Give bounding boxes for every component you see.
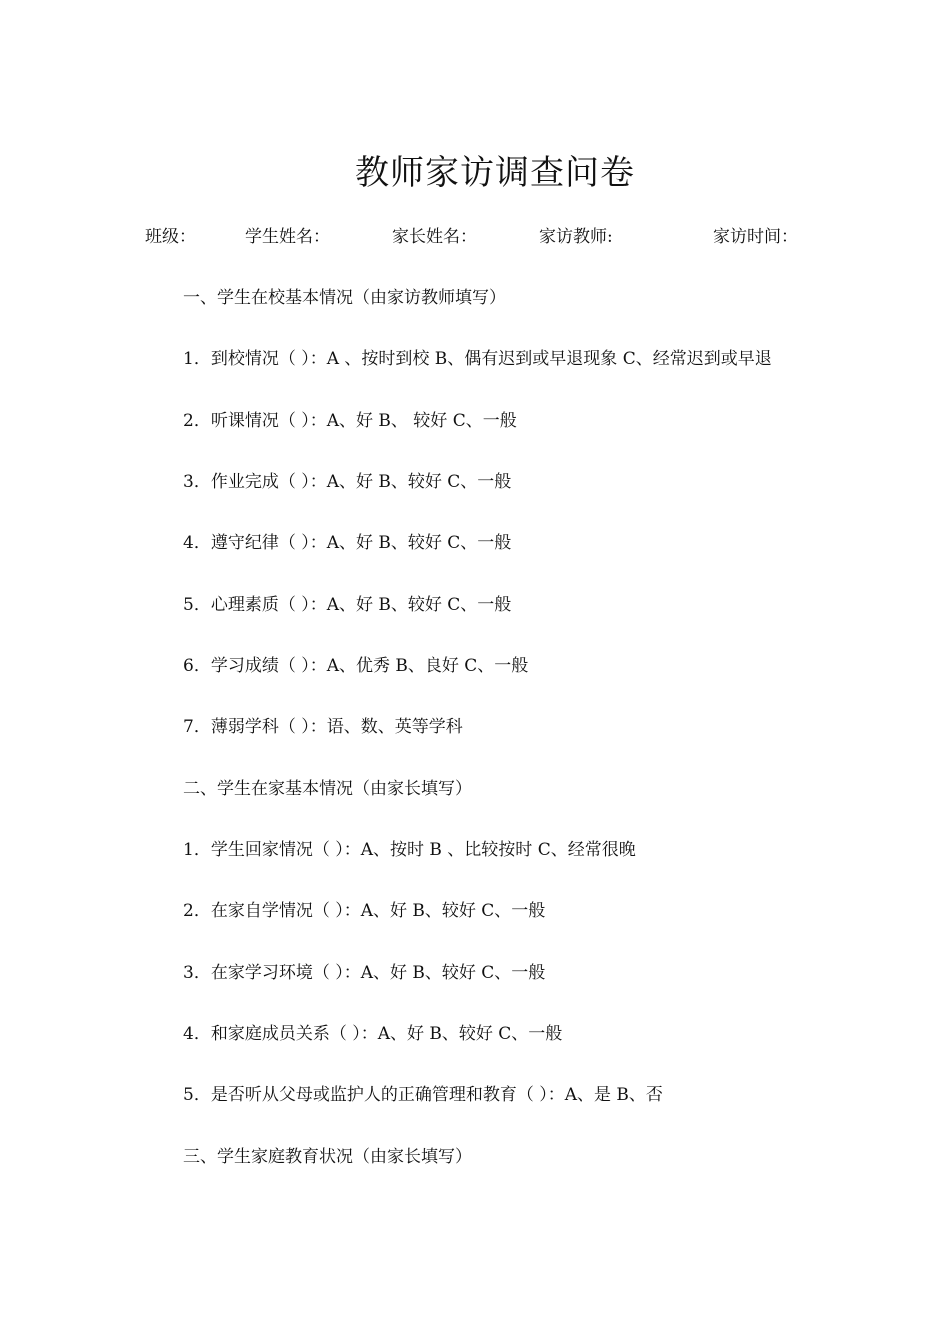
question-line: 5．心理素质（ ）：A、好 B、较好 C、一般 [183, 595, 512, 615]
question-line: 1．到校情况（ ）：A 、按时到校 B、偶有迟到或早退现象 C、经常迟到或早退 [183, 349, 772, 369]
question-line: 6．学习成绩（ ）：A、优秀 B、良好 C、一般 [183, 656, 529, 676]
question-line: 4．遵守纪律（ ）：A、好 B、较好 C、一般 [183, 533, 512, 553]
info-field-class: 班级： [145, 227, 196, 247]
question-line: 3．作业完成（ ）：A、好 B、较好 C、一般 [183, 472, 512, 492]
question-line: 7．薄弱学科（ ）：语、数、英等学科 [183, 717, 463, 737]
info-field-student-name: 学生姓名： [245, 227, 330, 247]
question-line: 2．听课情况（ ）：A、好 B、 较好 C、一般 [183, 411, 517, 431]
section-heading-school: 一、学生在校基本情况（由家访教师填写） [183, 288, 506, 308]
question-line: 1．学生回家情况（ ）：A、按时 B 、比较按时 C、经常很晚 [183, 840, 636, 860]
question-line: 2．在家自学情况（ ）：A、好 B、较好 C、一般 [183, 901, 546, 921]
document-title: 教师家访调查问卷 [355, 152, 635, 193]
info-field-visit-time: 家访时间： [713, 227, 798, 247]
section-heading-family-education: 三、学生家庭教育状况（由家长填写） [183, 1147, 472, 1167]
question-line: 3．在家学习环境（ ）：A、好 B、较好 C、一般 [183, 963, 546, 983]
question-line: 4．和家庭成员关系（ ）：A、好 B、较好 C、一般 [183, 1024, 563, 1044]
section-heading-home: 二、学生在家基本情况（由家长填写） [183, 779, 472, 799]
info-field-visiting-teacher: 家访教师: [539, 227, 613, 247]
question-line: 5．是否听从父母或监护人的正确管理和教育（ ）：A、是 B、否 [183, 1085, 663, 1105]
info-row [0, 224, 950, 250]
info-field-parent-name: 家长姓名： [392, 227, 477, 247]
